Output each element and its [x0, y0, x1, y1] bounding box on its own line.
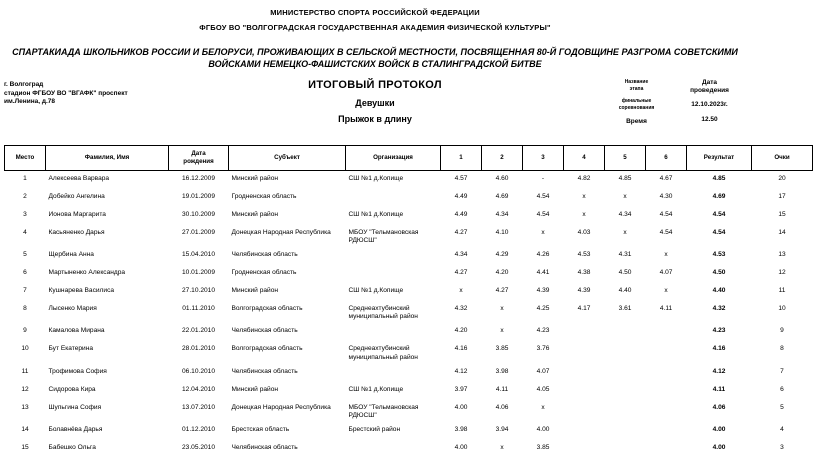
cell-place: 2: [23, 192, 27, 200]
cell-place: 4: [23, 228, 27, 236]
table-row: [5, 265, 813, 283]
cell-a4: [564, 422, 605, 440]
cell-place: 10: [21, 345, 29, 353]
cell-points: 7: [780, 367, 784, 375]
cell-name: Лысенко Мария: [48, 304, 97, 312]
stage-caption-2: этапа: [629, 85, 644, 92]
cell-a2: 4.27: [495, 286, 509, 294]
cell-a2: 3.85: [495, 345, 509, 353]
cell-a6: 4.54: [659, 210, 673, 218]
cell-points: 6: [780, 385, 784, 393]
col-points: Очки: [752, 146, 813, 171]
cell-result: 4.11: [712, 385, 726, 393]
col-subject: Субъект: [229, 146, 346, 171]
cell-points: 8: [780, 345, 784, 353]
institution-line: ФГБОУ ВО "ВОЛГОГРАДСКАЯ ГОСУДАРСТВЕННАЯ АКАДЕМИЯ ФИЗИЧЕСКОЙ КУЛЬТУРЫ": [199, 23, 551, 32]
cell-a1: 4.00: [454, 403, 468, 411]
cell-subject: Челябинская область: [231, 327, 298, 335]
cell-a1: 3.98: [454, 426, 468, 434]
cell-organization: СШ №1 д.Копище: [348, 286, 404, 294]
cell-organization: [346, 323, 441, 341]
col-organization: Организация: [346, 146, 441, 171]
cell-result: 4.00: [712, 426, 726, 434]
cell-a5: 3.61: [618, 304, 632, 312]
cell-name: Трофимова София: [48, 367, 107, 375]
cell-name: Ионова Маргарита: [48, 210, 106, 218]
cell-a3: 3.85: [536, 444, 550, 452]
cell-a2: 4.69: [495, 192, 509, 200]
cell-points: 9: [780, 327, 784, 335]
cell-organization: СШ №1 д.Копище: [348, 175, 404, 182]
cell-a4: [564, 364, 605, 382]
table-row: [5, 189, 813, 207]
cell-a1: 4.27: [454, 228, 468, 236]
cell-name: Камалова Мирана: [48, 327, 105, 335]
cell-result: 4.54: [712, 210, 726, 218]
cell-points: 12: [778, 268, 786, 276]
results-table: [4, 145, 813, 458]
col-attempt-6: 6: [646, 146, 687, 171]
cell-organization: [346, 189, 441, 207]
cell-place: 5: [23, 250, 27, 258]
cell-a5: [605, 364, 646, 382]
cell-a5: x: [623, 192, 627, 200]
cell-subject: Челябинская область: [231, 367, 298, 375]
cell-points: 13: [778, 250, 786, 258]
cell-a4: 4.39: [577, 286, 591, 294]
cell-a2: 4.60: [495, 175, 509, 182]
col-dob-line-1: Дата: [191, 150, 206, 158]
cell-a6: 4.67: [659, 175, 673, 182]
event-title: [0, 32, 750, 70]
table-row: [5, 382, 813, 400]
cell-a3: 3.76: [536, 345, 550, 353]
cell-dob: 15.04.2010: [181, 250, 215, 258]
cell-result: 4.50: [712, 268, 726, 276]
document-header: [0, 0, 750, 70]
event-title-line-2: ВОЙСКАМИ НЕМЕЦКО-ФАШИСТСКИХ ВОЙСК В СТАЛИНГРАДСКОЙ БИТВЕ: [208, 59, 542, 69]
date-caption-2: проведения: [690, 87, 729, 94]
cell-a6: [646, 400, 687, 422]
cell-name: Бабешко Ольга: [48, 444, 96, 452]
cell-dob: 23.05.2010: [181, 444, 215, 452]
cell-a3: 4.07: [536, 367, 550, 375]
cell-a6: [646, 364, 687, 382]
venue-address: им.Ленина, д.78: [4, 98, 56, 106]
cell-a4: x: [582, 210, 586, 218]
cell-a4: [564, 382, 605, 400]
cell-a4: [564, 440, 605, 458]
cell-dob: 13.07.2010: [181, 403, 215, 411]
cell-points: 15: [778, 210, 786, 218]
col-place: Место: [5, 146, 46, 171]
meta-strip: [0, 77, 750, 133]
discipline-label: Прыжок в длину: [338, 114, 412, 124]
cell-a3: -: [541, 175, 545, 182]
table-row: [5, 207, 813, 225]
cell-organization: МБОУ "Тельмановская РДЮСШ": [348, 403, 419, 419]
cell-a3: 4.00: [536, 426, 550, 434]
cell-result: 4.12: [712, 367, 726, 375]
cell-subject: Челябинская область: [231, 250, 298, 258]
col-dob: [169, 146, 229, 171]
table-row: [5, 440, 813, 458]
cell-organization: [346, 265, 441, 283]
cell-a6: [646, 422, 687, 440]
cell-place: 1: [23, 175, 27, 182]
cell-result: 4.54: [712, 228, 726, 236]
cell-points: 20: [778, 175, 786, 182]
cell-place: 9: [23, 327, 27, 335]
table-row: [5, 422, 813, 440]
cell-a3: 4.54: [536, 192, 550, 200]
cell-name: Алексеева Варвара: [48, 175, 110, 182]
cell-a1: 4.20: [454, 327, 468, 335]
cell-name: Бут Екатерина: [48, 345, 94, 353]
date-caption-1: Дата: [701, 79, 718, 86]
cell-a3: 4.23: [536, 327, 550, 335]
stage-caption-1: Название: [624, 79, 649, 85]
cell-result: 4.23: [712, 327, 726, 335]
col-attempt-4: 4: [564, 146, 605, 171]
cell-a2: 4.20: [495, 268, 509, 276]
cell-a2: 4.11: [495, 385, 509, 393]
cell-a6: x: [664, 250, 668, 258]
category-label: Девушки: [355, 98, 395, 108]
cell-a4: 4.17: [577, 304, 591, 312]
cell-a4: 4.03: [577, 228, 591, 236]
cell-a3: x: [541, 403, 545, 411]
cell-a6: [646, 341, 687, 363]
cell-name: Шупьгина София: [48, 403, 102, 411]
cell-points: 5: [780, 403, 784, 411]
cell-subject: Минский район: [231, 286, 279, 294]
cell-a4: [564, 323, 605, 341]
cell-dob: 06.10.2010: [181, 367, 215, 375]
table-row: [5, 225, 813, 247]
cell-points: 11: [778, 286, 786, 294]
right-meta-block: [600, 79, 746, 125]
cell-a2: 4.34: [495, 210, 509, 218]
cell-a2: x: [500, 444, 504, 452]
cell-a6: 4.07: [659, 268, 673, 276]
cell-place: 8: [23, 304, 27, 312]
cell-a5: [605, 323, 646, 341]
col-attempt-3: 3: [523, 146, 564, 171]
cell-dob: 27.10.2010: [181, 286, 215, 294]
date-value: 12.10.2023г.: [691, 101, 728, 108]
cell-a2: 4.10: [495, 228, 509, 236]
cell-place: 11: [21, 367, 29, 375]
cell-a5: [605, 440, 646, 458]
cell-a5: 4.34: [618, 210, 632, 218]
cell-name: Мартыненко Александра: [48, 268, 126, 276]
cell-dob: 19.01.2009: [181, 192, 215, 200]
cell-a1: 4.57: [454, 175, 468, 182]
cell-name: Касьяненко Дарья: [48, 228, 105, 236]
cell-a1: 4.27: [454, 268, 468, 276]
page-title: ИТОГОВЫЙ ПРОТОКОЛ: [308, 79, 442, 91]
cell-name: Болавнёва Дарья: [48, 426, 103, 434]
cell-subject: Челябинская область: [231, 444, 298, 452]
cell-organization: [346, 364, 441, 382]
cell-a1: 4.49: [454, 192, 468, 200]
cell-place: 12: [21, 385, 29, 393]
col-attempt-2: 2: [482, 146, 523, 171]
table-row: [5, 301, 813, 323]
cell-a2: 4.29: [495, 250, 509, 258]
cell-name: Щербина Анна: [48, 250, 94, 258]
cell-dob: 28.01.2010: [181, 345, 215, 353]
cell-a3: 4.26: [536, 250, 550, 258]
cell-organization: Среднеахтубинский муниципальный район: [348, 304, 418, 321]
cell-dob: 30.10.2009: [181, 210, 215, 218]
cell-points: 3: [780, 444, 784, 452]
cell-a5: 4.40: [618, 286, 632, 294]
cell-a1: 4.34: [454, 250, 468, 258]
cell-organization: Брестский район: [348, 426, 401, 434]
table-row: [5, 400, 813, 422]
cell-a4: [564, 341, 605, 363]
cell-place: 6: [23, 268, 27, 276]
cell-organization: [346, 440, 441, 458]
cell-a5: [605, 422, 646, 440]
cell-a6: 4.54: [659, 228, 673, 236]
cell-place: 13: [21, 403, 29, 411]
cell-subject: Донецкая Народная Республика: [231, 228, 331, 236]
cell-result: 4.32: [712, 304, 726, 312]
cell-place: 14: [21, 426, 29, 434]
cell-name: Добейко Ангелина: [48, 192, 105, 200]
cell-subject: Донецкая Народная Республика: [231, 403, 331, 411]
cell-a1: 4.00: [454, 444, 468, 452]
cell-a3: 4.54: [536, 210, 550, 218]
cell-a2: x: [500, 304, 504, 312]
cell-dob: 27.01.2009: [181, 228, 215, 236]
table-row: [5, 247, 813, 265]
cell-a3: x: [541, 228, 545, 236]
cell-a4: 4.53: [577, 250, 591, 258]
cell-a6: [646, 382, 687, 400]
stage-value-1: финальные: [621, 98, 652, 104]
table-row: [5, 171, 813, 189]
cell-result: 4.85: [712, 175, 726, 182]
cell-a1: 4.49: [454, 210, 468, 218]
venue-stadium: стадион ФГБОУ ВО "ВГАФК" проспект: [4, 89, 128, 97]
cell-dob: 01.11.2010: [182, 304, 215, 312]
cell-a5: [605, 400, 646, 422]
cell-dob: 22.01.2010: [181, 327, 215, 335]
col-result: Результат: [687, 146, 752, 171]
cell-a6: x: [664, 286, 668, 294]
cell-a1: 3.97: [454, 385, 468, 393]
cell-dob: 10.01.2009: [181, 268, 215, 276]
cell-result: 4.40: [712, 286, 726, 294]
cell-a3: 4.05: [536, 385, 550, 393]
cell-a6: 4.30: [659, 192, 673, 200]
table-row: [5, 364, 813, 382]
cell-result: 4.00: [712, 444, 726, 452]
cell-a5: 4.85: [618, 175, 632, 182]
cell-result: 4.53: [712, 250, 726, 258]
cell-place: 3: [23, 210, 27, 218]
cell-a4: [564, 400, 605, 422]
cell-subject: Минский район: [231, 210, 279, 218]
cell-a3: 4.41: [536, 268, 550, 276]
cell-organization: СШ №1 д.Копище: [348, 385, 404, 393]
cell-a1: 4.32: [454, 304, 468, 312]
cell-a3: 4.39: [536, 286, 550, 294]
cell-subject: Гродненская область: [231, 192, 297, 200]
protocol-title-block: [250, 79, 500, 124]
time-value: 12.50: [701, 116, 718, 123]
cell-name: Кушнарева Василиса: [48, 286, 115, 294]
col-dob-line-2: рождения: [183, 158, 214, 165]
cell-organization: МБОУ "Тельмановская РДЮСШ": [348, 228, 419, 244]
cell-place: 15: [21, 444, 29, 452]
cell-points: 4: [780, 426, 784, 434]
venue-block: [4, 81, 164, 107]
time-label: Время: [626, 118, 647, 125]
col-attempt-5: 5: [605, 146, 646, 171]
cell-a6: 4.11: [659, 304, 673, 312]
date-column: [673, 79, 746, 125]
cell-a2: x: [500, 327, 504, 335]
cell-a1: x: [459, 286, 463, 294]
cell-a5: 4.50: [618, 268, 632, 276]
stage-column: [600, 79, 673, 125]
col-attempt-1: 1: [441, 146, 482, 171]
cell-result: 4.06: [712, 403, 726, 411]
table-header-row: [5, 146, 813, 171]
cell-a5: [605, 382, 646, 400]
cell-organization: СШ №1 д.Копище: [348, 210, 404, 218]
cell-organization: Среднеахтубинский муниципальный район: [348, 345, 418, 361]
cell-points: 14: [778, 228, 786, 236]
cell-a2: 4.06: [495, 403, 509, 411]
event-title-line-1: СПАРТАКИАДА ШКОЛЬНИКОВ РОССИИ И БЕЛОРУСИ, ПРОЖИВАЮЩИХ В СЕЛЬСКОЙ МЕСТНОСТИ, ПОСВЯЩЕННАЯ 80-Й ГОДОВЩИНЕ РАЗГРОМА СОВЕТСКИМИ: [12, 47, 738, 57]
cell-subject: Гродненская область: [231, 268, 297, 276]
cell-a2: 3.94: [495, 426, 509, 434]
cell-a5: 4.31: [618, 250, 632, 258]
cell-organization: [346, 247, 441, 265]
table-head: [5, 146, 813, 171]
cell-subject: Минский район: [231, 175, 279, 182]
cell-a2: 3.98: [495, 367, 509, 375]
cell-a4: x: [582, 192, 586, 200]
ministry-line: МИНИСТЕРСТВО СПОРТА РОССИЙСКОЙ ФЕДЕРАЦИИ: [270, 8, 480, 17]
cell-subject: Минский район: [231, 385, 279, 393]
cell-a1: 4.16: [454, 345, 468, 353]
cell-place: 7: [23, 286, 27, 294]
cell-a4: 4.38: [577, 268, 591, 276]
cell-a6: [646, 440, 687, 458]
cell-a5: [605, 341, 646, 363]
cell-subject: Волгоградская область: [231, 304, 303, 312]
cell-dob: 16.12.2009: [181, 175, 215, 182]
cell-a3: 4.25: [536, 304, 550, 312]
cell-a4: 4.82: [577, 175, 591, 182]
table-row: [5, 323, 813, 341]
cell-result: 4.69: [712, 192, 726, 200]
cell-dob: 01.12.2010: [181, 426, 215, 434]
cell-points: 17: [778, 192, 786, 200]
cell-a1: 4.12: [454, 367, 468, 375]
stage-value-2: соревнования: [618, 104, 655, 111]
cell-a5: x: [623, 228, 627, 236]
cell-subject: Брестская область: [231, 426, 290, 434]
table-row: [5, 283, 813, 301]
venue-city: г. Волгоград: [4, 81, 44, 88]
cell-name: Сидорова Кира: [48, 385, 96, 393]
cell-result: 4.16: [712, 345, 726, 353]
cell-dob: 12.04.2010: [181, 385, 215, 393]
cell-a6: [646, 323, 687, 341]
table-body: [5, 171, 813, 459]
col-name: Фамилия, Имя: [46, 146, 169, 171]
cell-subject: Волгоградская область: [231, 345, 303, 353]
cell-points: 10: [778, 304, 786, 312]
table-row: [5, 341, 813, 363]
